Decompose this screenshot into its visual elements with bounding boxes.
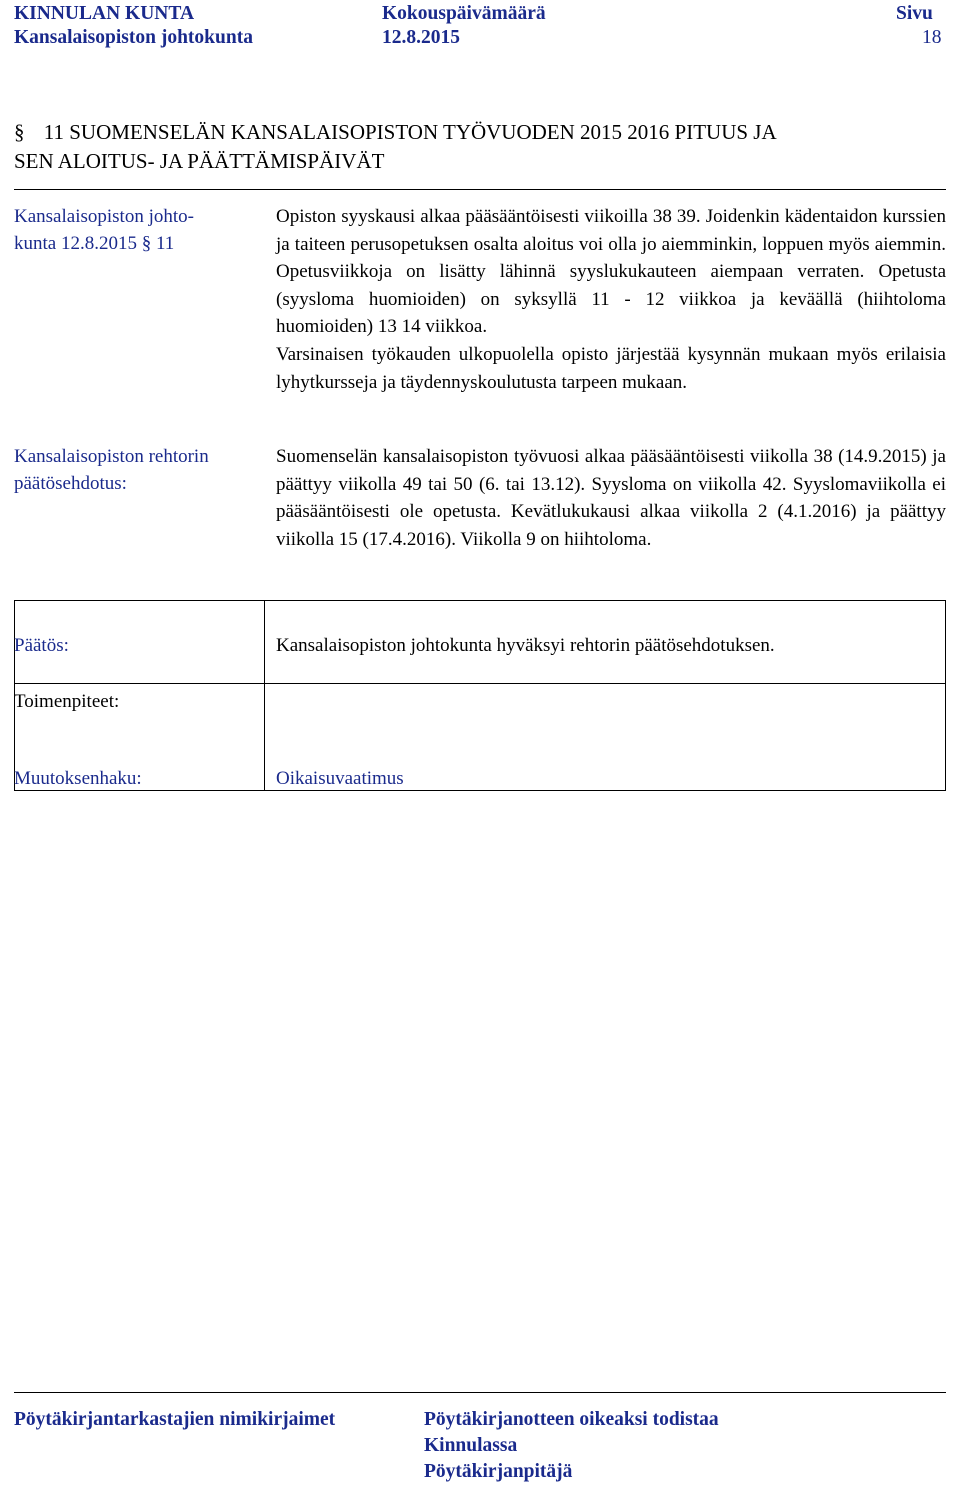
decision-label: Päätös: xyxy=(14,635,69,656)
table-bottom-rule xyxy=(14,790,946,791)
footer-rule xyxy=(14,1392,946,1393)
paragraph-mark: § xyxy=(14,120,25,144)
actions-label: Toimenpiteet: xyxy=(14,691,120,712)
section-title-line1: 11 SUOMENSELÄN KANSALAISOPISTON TYÖVUODEN 2015 2016 PITUUS JA xyxy=(43,120,777,144)
footer-certify-line2: Kinnulassa xyxy=(424,1435,518,1456)
appeal-text: Oikaisuvaatimus xyxy=(276,768,404,789)
decision-text: Kansalaisopiston johtokunta hyväksyi rehtorin päätösehdotuksen. xyxy=(276,635,775,656)
table-right-border xyxy=(945,600,946,790)
page-label: Sivu xyxy=(896,3,933,24)
table-column-divider xyxy=(264,600,265,790)
committee-name: Kansalaisopiston johtokunta xyxy=(14,27,253,48)
section-title-line2: SEN ALOITUS- JA PÄÄTTÄMISPÄIVÄT xyxy=(14,149,385,173)
background-paragraph-2: Varsinaisen työkauden ulkopuolella opisto järjestää kysynnän mukaan myös erilaisia lyhytkursseja ja täydennyskoulutusta tarpeen mukaan. xyxy=(276,343,946,393)
meeting-date: 12.8.2015 xyxy=(382,27,460,48)
appeal-label: Muutoksenhaku: xyxy=(14,768,142,789)
reference-line1: Kansalaisopiston johto- xyxy=(14,206,194,227)
table-rule-decision xyxy=(14,600,946,601)
background-paragraph-1: Opiston syyskausi alkaa pääsääntöisesti viikoilla 38 39. Joidenkin kädentaidon kurssien ja taiteen perusopetuksen osalta aloitus voi olla jo aiemminkin, loppuen myös aiemmin. Opetusviikkoja on lisätty lähinnä syyslukukauteen aiempaan verraten. Opetusta (syysloma huomioiden) on syksyllä 11 - 12 viikkoa ja keväällä (hiihtoloma huomioiden) 13 14 viikkoa. xyxy=(276,206,946,338)
date-label: Kokouspäivämäärä xyxy=(382,3,546,24)
proposal-label-line1: Kansalaisopiston rehtorin xyxy=(14,446,209,467)
footer-initials-label: Pöytäkirjantarkastajien nimikirjaimet xyxy=(14,1409,336,1430)
reference-line2: kunta 12.8.2015 § 11 xyxy=(14,233,175,254)
table-top-rule xyxy=(14,189,946,190)
footer-certify-line1: Pöytäkirjanotteen oikeaksi todistaa xyxy=(424,1409,719,1430)
org-name: KINNULAN KUNTA xyxy=(14,3,195,24)
background-text xyxy=(276,203,946,396)
section-title xyxy=(14,118,944,176)
proposal-label-line2: päätösehdotus: xyxy=(14,473,127,494)
page-number: 18 xyxy=(922,27,942,48)
table-rule-actions xyxy=(14,683,946,684)
proposal-text: Suomenselän kansalaisopiston työvuosi alkaa pääsääntöisesti viikolla 38 (14.9.2015) ja päättyy viikolla 49 tai 50 (6. tai 13.12). Syysloma on viikolla 42. Syyslomaviikolla ei pääsääntöisesti ole opetusta. Kevätlukukausi alkaa viikolla 2 (4.1.2016) ja päättyy viikolla 15 (17.4.2016). Viikolla 9 on hiihtoloma. xyxy=(276,446,946,550)
footer-certify-line3: Pöytäkirjanpitäjä xyxy=(424,1461,573,1482)
